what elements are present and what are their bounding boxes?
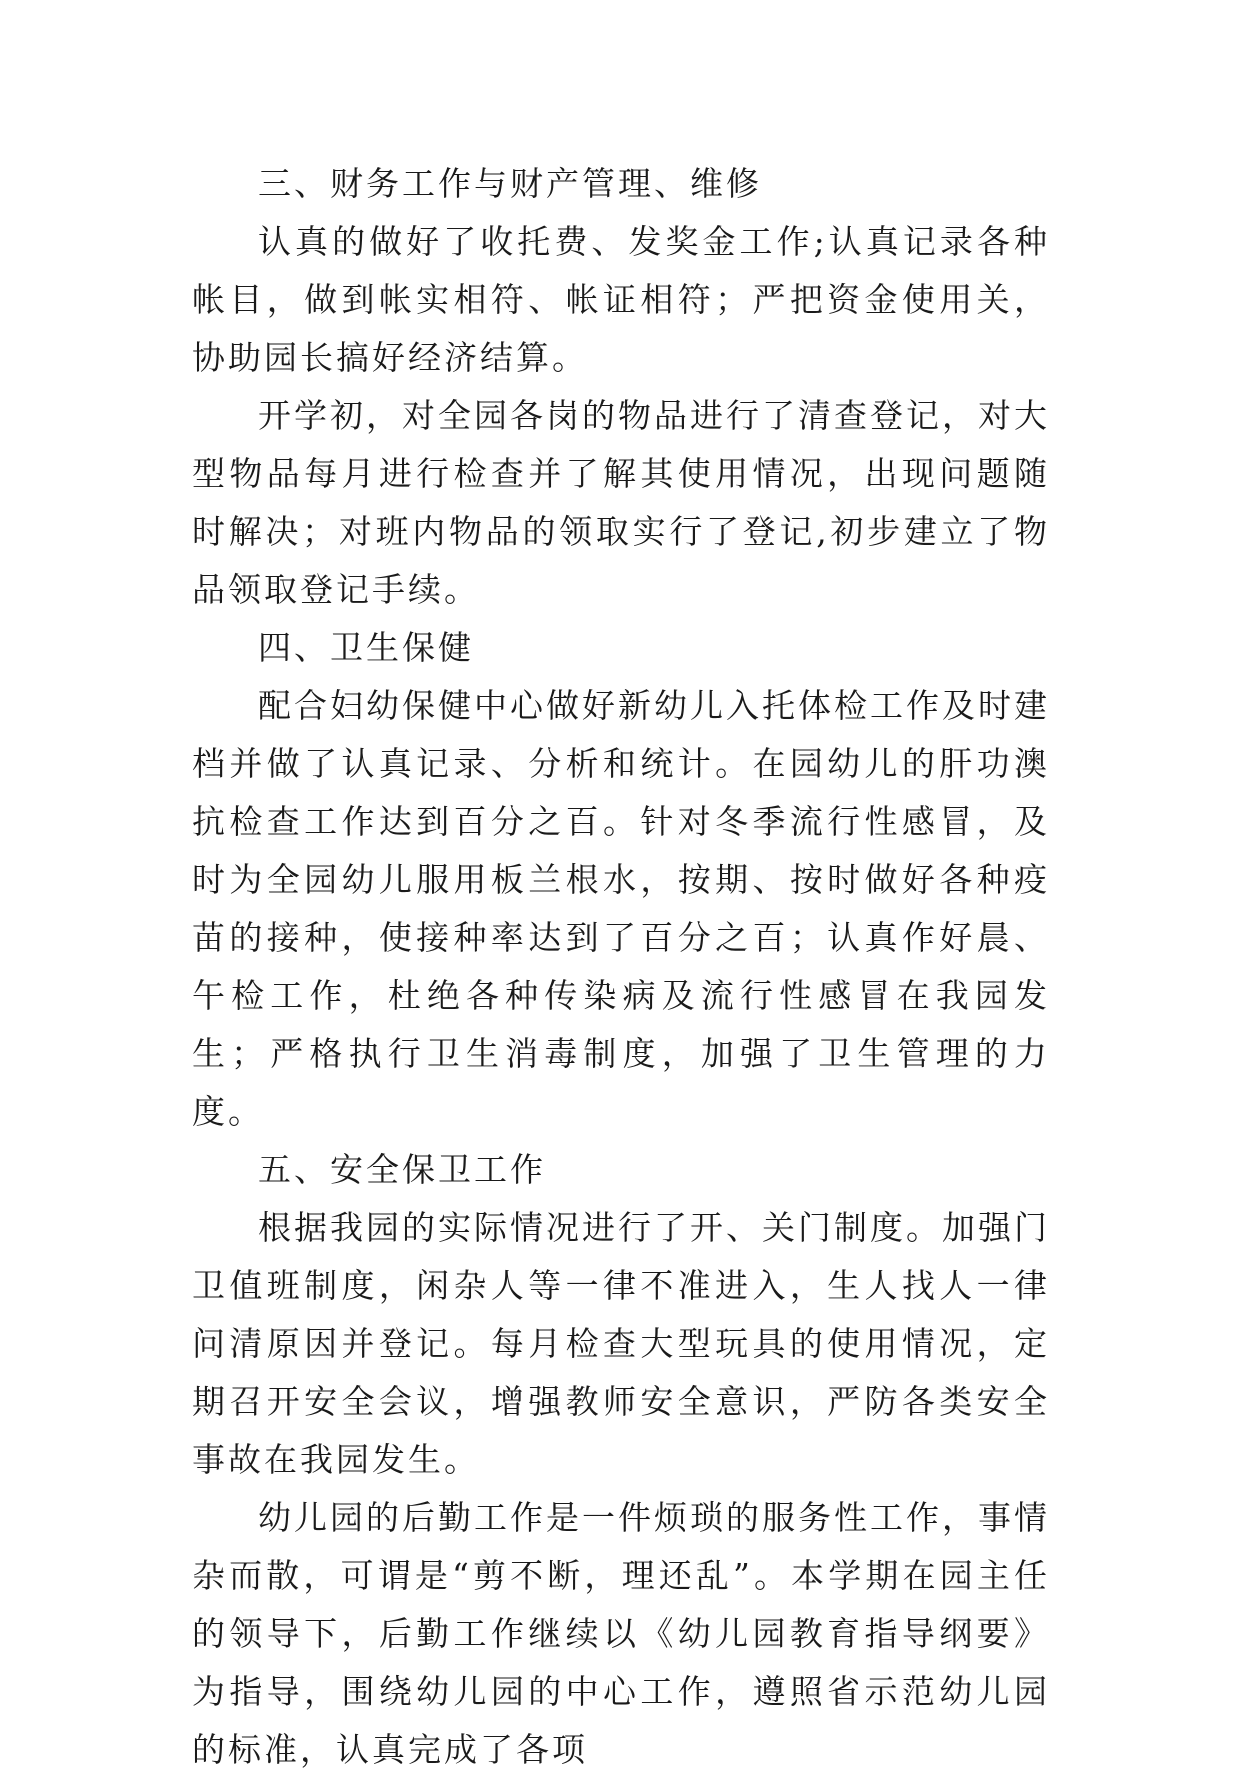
paragraph-property-inventory: 开学初，对全园各岗的物品进行了清查登记，对大型物品每月进行检查并了解其使用情况，出现问题随时解决；对班内物品的领取实行了登记,初步建立了物品领取登记手续。 (192, 396, 1050, 609)
section-heading-security: 五、安全保卫工作 (258, 1150, 546, 1189)
paragraph-health-care: 配合妇幼保健中心做好新幼儿入托体检工作及时建档并做了认真记录、分析和统计。在园幼儿的肝功澳抗检查工作达到百分之百。针对冬季流行性感冒，及时为全园幼儿服用板兰根水，按期、按时做好各种疫苗的接种，使接种率达到了百分之百；认真作好晨、午检工作，杜绝各种传染病及流行性感冒在我园发生；严格执行卫生消毒制度，加强了卫生管理的力度。 (192, 686, 1050, 1131)
document-body (192, 155, 1050, 1779)
section-heading-finance: 三、财务工作与财产管理、维修 (258, 164, 762, 203)
paragraph-logistics-summary: 幼儿园的后勤工作是一件烦琐的服务性工作，事情杂而散，可谓是“剪不断，理还乱”。本学期在园主任的领导下，后勤工作继续以《幼儿园教育指导纲要》为指导，围绕幼儿园的中心工作，遵照省示范幼儿园的标准，认真完成了各项 (192, 1498, 1050, 1769)
section-heading-health: 四、卫生保健 (258, 628, 474, 667)
paragraph-security: 根据我园的实际情况进行了开、关门制度。加强门卫值班制度，闲杂人等一律不准进入，生人找人一律问清原因并登记。每月检查大型玩具的使用情况，定期召开安全会议，增强教师安全意识，严防各类安全事故在我园发生。 (192, 1208, 1050, 1479)
paragraph-fees-accounts: 认真的做好了收托费、发奖金工作;认真记录各种帐目，做到帐实相符、帐证相符；严把资金使用关，协助园长搞好经济结算。 (192, 222, 1050, 377)
